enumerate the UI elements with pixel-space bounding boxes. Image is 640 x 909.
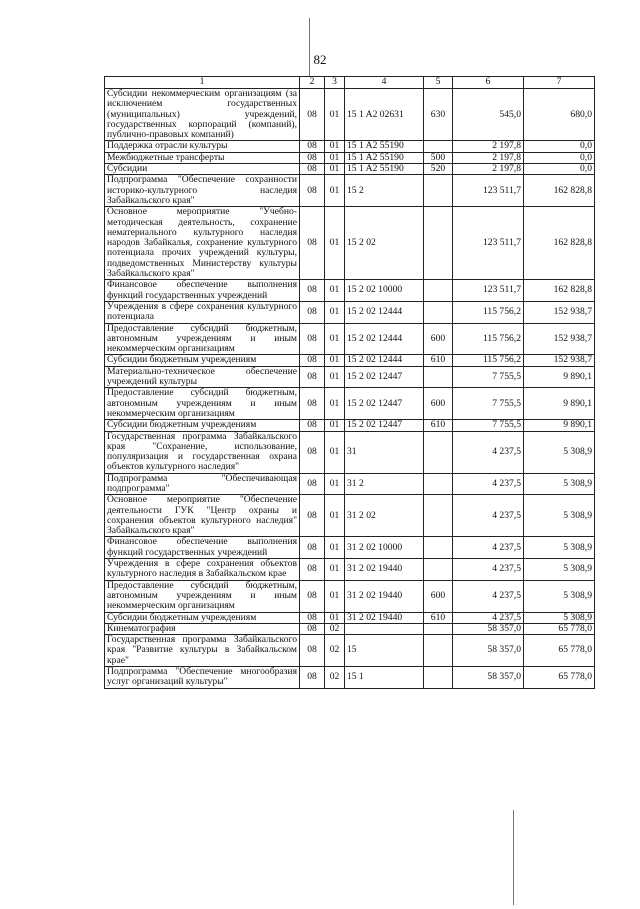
amount-year-1-cell: 58 357,0	[453, 667, 524, 689]
subsection-code-cell: 02	[325, 635, 345, 667]
row-name-cell: Поддержка отрасли культуры	[105, 141, 300, 152]
amount-year-1-cell: 7 755,5	[453, 388, 524, 420]
section-code-cell: 08	[300, 473, 325, 495]
expense-type-cell: 610	[424, 420, 453, 431]
target-article-cell: 31 2 02 10000	[345, 537, 424, 559]
column-header: 2	[300, 77, 325, 89]
table-row	[105, 623, 595, 634]
amount-year-1-cell: 115 756,2	[453, 323, 524, 355]
expense-type-cell: 600	[424, 323, 453, 355]
row-name-cell: Межбюджетные трансферты	[105, 152, 300, 163]
subsection-code-cell: 01	[325, 366, 345, 388]
target-article-cell: 31 2 02	[345, 495, 424, 537]
amount-year-2-cell: 152 938,7	[524, 301, 595, 323]
amount-year-1-cell: 4 237,5	[453, 537, 524, 559]
table-header-row	[105, 77, 595, 89]
amount-year-1-cell: 58 357,0	[453, 623, 524, 634]
amount-year-1-cell: 123 511,7	[453, 207, 524, 280]
row-name-cell: Основное мероприятие "Обеспечение деятельности ГУК "Центр охраны и сохранения объектов культурного наследия" Забайкальского края"	[105, 495, 300, 537]
table-row	[105, 301, 595, 323]
amount-year-2-cell: 0,0	[524, 141, 595, 152]
expense-type-cell	[424, 141, 453, 152]
row-name-cell: Субсидии бюджетным учреждениям	[105, 420, 300, 431]
subsection-code-cell: 01	[325, 431, 345, 473]
amount-year-1-cell: 2 197,8	[453, 164, 524, 175]
section-code-cell: 08	[300, 420, 325, 431]
section-code-cell: 08	[300, 355, 325, 366]
row-name-cell: Субсидии бюджетным учреждениям	[105, 355, 300, 366]
amount-year-1-cell: 4 237,5	[453, 559, 524, 581]
amount-year-2-cell: 65 778,0	[524, 623, 595, 634]
target-article-cell: 15 1 A2 55190	[345, 164, 424, 175]
subsection-code-cell: 01	[325, 175, 345, 207]
table-row	[105, 667, 595, 689]
expense-type-cell	[424, 537, 453, 559]
amount-year-2-cell: 65 778,0	[524, 635, 595, 667]
subsection-code-cell: 01	[325, 280, 345, 302]
column-header: 7	[524, 77, 595, 89]
target-article-cell: 15 2 02 10000	[345, 280, 424, 302]
section-code-cell: 08	[300, 388, 325, 420]
subsection-code-cell: 01	[325, 495, 345, 537]
amount-year-2-cell: 162 828,8	[524, 280, 595, 302]
target-article-cell: 15 2 02	[345, 207, 424, 280]
expense-type-cell	[424, 431, 453, 473]
table-row	[105, 580, 595, 612]
amount-year-2-cell: 162 828,8	[524, 175, 595, 207]
target-article-cell: 15 2 02 12444	[345, 355, 424, 366]
amount-year-1-cell: 2 197,8	[453, 141, 524, 152]
row-name-cell: Подпрограмма "Обеспечение многообразия услуг организаций культуры"	[105, 667, 300, 689]
table-row	[105, 141, 595, 152]
table-row	[105, 175, 595, 207]
subsection-code-cell: 01	[325, 89, 345, 141]
expense-type-cell	[424, 280, 453, 302]
row-name-cell: Государственная программа Забайкальского края "Сохранение, использование, популяризация и государственная охрана объектов культурного наследия"	[105, 431, 300, 473]
amount-year-1-cell: 123 511,7	[453, 175, 524, 207]
table-row	[105, 323, 595, 355]
section-code-cell: 08	[300, 175, 325, 207]
row-name-cell: Подпрограмма "Обеспечение сохранности историко-культурного наследия Забайкальского края"	[105, 175, 300, 207]
table-row	[105, 473, 595, 495]
subsection-code-cell: 01	[325, 388, 345, 420]
amount-year-2-cell: 5 308,9	[524, 580, 595, 612]
target-article-cell: 31 2 02 19440	[345, 580, 424, 612]
amount-year-1-cell: 4 237,5	[453, 612, 524, 623]
expense-type-cell	[424, 635, 453, 667]
table-row	[105, 355, 595, 366]
row-name-cell: Кинематография	[105, 623, 300, 634]
target-article-cell: 31	[345, 431, 424, 473]
subsection-code-cell: 01	[325, 559, 345, 581]
amount-year-2-cell: 0,0	[524, 164, 595, 175]
subsection-code-cell: 01	[325, 141, 345, 152]
subsection-code-cell: 02	[325, 623, 345, 634]
subsection-code-cell: 01	[325, 580, 345, 612]
subsection-code-cell: 01	[325, 537, 345, 559]
expense-type-cell	[424, 207, 453, 280]
table-row	[105, 280, 595, 302]
scan-artifact-line-top	[309, 18, 310, 76]
section-code-cell: 08	[300, 495, 325, 537]
page-number: 82	[313, 52, 327, 67]
table-row	[105, 537, 595, 559]
expense-type-cell: 500	[424, 152, 453, 163]
column-header: 1	[105, 77, 300, 89]
amount-year-2-cell: 5 308,9	[524, 495, 595, 537]
amount-year-2-cell: 152 938,7	[524, 323, 595, 355]
subsection-code-cell: 01	[325, 612, 345, 623]
amount-year-1-cell: 123 511,7	[453, 280, 524, 302]
amount-year-1-cell: 115 756,2	[453, 301, 524, 323]
target-article-cell	[345, 623, 424, 634]
amount-year-1-cell: 4 237,5	[453, 495, 524, 537]
target-article-cell: 15 2 02 12444	[345, 301, 424, 323]
target-article-cell: 15 1 A2 55190	[345, 152, 424, 163]
row-name-cell: Финансовое обеспечение выполнения функций государственных учреждений	[105, 280, 300, 302]
column-header: 4	[345, 77, 424, 89]
amount-year-2-cell: 5 308,9	[524, 559, 595, 581]
section-code-cell: 08	[300, 301, 325, 323]
table-row	[105, 207, 595, 280]
section-code-cell: 08	[300, 559, 325, 581]
expense-type-cell	[424, 495, 453, 537]
row-name-cell: Учреждения в сфере сохранения объектов культурного наследия в Забайкальском крае	[105, 559, 300, 581]
section-code-cell: 08	[300, 431, 325, 473]
table-row	[105, 152, 595, 163]
expense-type-cell: 520	[424, 164, 453, 175]
target-article-cell: 15 2	[345, 175, 424, 207]
section-code-cell: 08	[300, 366, 325, 388]
subsection-code-cell: 01	[325, 301, 345, 323]
target-article-cell: 15 2 02 12447	[345, 388, 424, 420]
expense-type-cell: 610	[424, 355, 453, 366]
section-code-cell: 08	[300, 537, 325, 559]
row-name-cell: Финансовое обеспечение выполнения функций государственных учреждений	[105, 537, 300, 559]
target-article-cell: 15 2 02 12447	[345, 366, 424, 388]
section-code-cell: 08	[300, 580, 325, 612]
section-code-cell: 08	[300, 623, 325, 634]
amount-year-2-cell: 152 938,7	[524, 355, 595, 366]
row-name-cell: Учреждения в сфере сохранения культурного потенциала	[105, 301, 300, 323]
table-row	[105, 431, 595, 473]
subsection-code-cell: 01	[325, 207, 345, 280]
target-article-cell: 15	[345, 635, 424, 667]
expense-type-cell	[424, 623, 453, 634]
subsection-code-cell: 01	[325, 152, 345, 163]
table-row	[105, 635, 595, 667]
subsection-code-cell: 01	[325, 164, 345, 175]
target-article-cell: 31 2 02 19440	[345, 559, 424, 581]
amount-year-2-cell: 5 308,9	[524, 431, 595, 473]
table-row	[105, 164, 595, 175]
row-name-cell: Субсидии некоммерческим организациям (за исключением государственных (муниципальных) учреждений, государственных корпораций (компаний), публично-правовых компаний)	[105, 89, 300, 141]
amount-year-2-cell: 9 890,1	[524, 420, 595, 431]
section-code-cell: 08	[300, 89, 325, 141]
section-code-cell: 08	[300, 152, 325, 163]
amount-year-2-cell: 5 308,9	[524, 612, 595, 623]
subsection-code-cell: 01	[325, 420, 345, 431]
amount-year-2-cell: 5 308,9	[524, 473, 595, 495]
amount-year-2-cell: 9 890,1	[524, 388, 595, 420]
scan-artifact-line-bottom	[513, 810, 514, 905]
target-article-cell: 31 2	[345, 473, 424, 495]
section-code-cell: 08	[300, 280, 325, 302]
amount-year-2-cell: 9 890,1	[524, 366, 595, 388]
section-code-cell: 08	[300, 612, 325, 623]
row-name-cell: Материально-техническое обеспечение учреждений культуры	[105, 366, 300, 388]
column-header: 6	[453, 77, 524, 89]
section-code-cell: 08	[300, 635, 325, 667]
expense-type-cell	[424, 559, 453, 581]
section-code-cell: 08	[300, 207, 325, 280]
subsection-code-cell: 01	[325, 323, 345, 355]
expense-type-cell	[424, 366, 453, 388]
target-article-cell: 15 2 02 12444	[345, 323, 424, 355]
table-row	[105, 420, 595, 431]
expense-type-cell	[424, 473, 453, 495]
column-header: 3	[325, 77, 345, 89]
table-row	[105, 559, 595, 581]
amount-year-1-cell: 4 237,5	[453, 473, 524, 495]
amount-year-2-cell: 162 828,8	[524, 207, 595, 280]
expense-type-cell	[424, 667, 453, 689]
section-code-cell: 08	[300, 164, 325, 175]
section-code-cell: 08	[300, 323, 325, 355]
expense-type-cell: 610	[424, 612, 453, 623]
subsection-code-cell: 01	[325, 473, 345, 495]
target-article-cell: 15 1 A2 55190	[345, 141, 424, 152]
amount-year-1-cell: 4 237,5	[453, 431, 524, 473]
row-name-cell: Субсидии бюджетным учреждениям	[105, 612, 300, 623]
expense-type-cell	[424, 301, 453, 323]
subsection-code-cell: 02	[325, 667, 345, 689]
table-row	[105, 388, 595, 420]
target-article-cell: 31 2 02 19440	[345, 612, 424, 623]
amount-year-1-cell: 7 755,5	[453, 366, 524, 388]
expense-type-cell: 600	[424, 580, 453, 612]
row-name-cell: Основное мероприятие "Учебно-методическая деятельность, сохранение нематериального культурного наследия народов Забайкалья, сохранение культурного потенциала прочих учреждений культуры, подведомственных Министерству культуры Забайкальского края"	[105, 207, 300, 280]
row-name-cell: Подпрограмма "Обеспечивающая подпрограмма"	[105, 473, 300, 495]
amount-year-1-cell: 58 357,0	[453, 635, 524, 667]
table-row	[105, 89, 595, 141]
row-name-cell: Предоставление субсидий бюджетным, автономным учреждениям и иным некоммерческим организациям	[105, 580, 300, 612]
row-name-cell: Предоставление субсидий бюджетным, автономным учреждениям и иным некоммерческим организациям	[105, 323, 300, 355]
table-row	[105, 366, 595, 388]
amount-year-2-cell: 5 308,9	[524, 537, 595, 559]
table-row	[105, 612, 595, 623]
amount-year-1-cell: 4 237,5	[453, 580, 524, 612]
expense-type-cell: 630	[424, 89, 453, 141]
amount-year-2-cell: 680,0	[524, 89, 595, 141]
amount-year-1-cell: 545,0	[453, 89, 524, 141]
expense-type-cell	[424, 175, 453, 207]
amount-year-2-cell: 0,0	[524, 152, 595, 163]
table-row	[105, 495, 595, 537]
row-name-cell: Субсидии	[105, 164, 300, 175]
section-code-cell: 08	[300, 667, 325, 689]
section-code-cell: 08	[300, 141, 325, 152]
row-name-cell: Государственная программа Забайкальского края "Развитие культуры в Забайкальском крае"	[105, 635, 300, 667]
budget-table	[104, 76, 595, 689]
amount-year-1-cell: 7 755,5	[453, 420, 524, 431]
target-article-cell: 15 1	[345, 667, 424, 689]
amount-year-1-cell: 115 756,2	[453, 355, 524, 366]
amount-year-1-cell: 2 197,8	[453, 152, 524, 163]
target-article-cell: 15 1 A2 02631	[345, 89, 424, 141]
subsection-code-cell: 01	[325, 355, 345, 366]
expense-type-cell: 600	[424, 388, 453, 420]
target-article-cell: 15 2 02 12447	[345, 420, 424, 431]
column-header: 5	[424, 77, 453, 89]
amount-year-2-cell: 65 778,0	[524, 667, 595, 689]
row-name-cell: Предоставление субсидий бюджетным, автономным учреждениям и иным некоммерческим организациям	[105, 388, 300, 420]
